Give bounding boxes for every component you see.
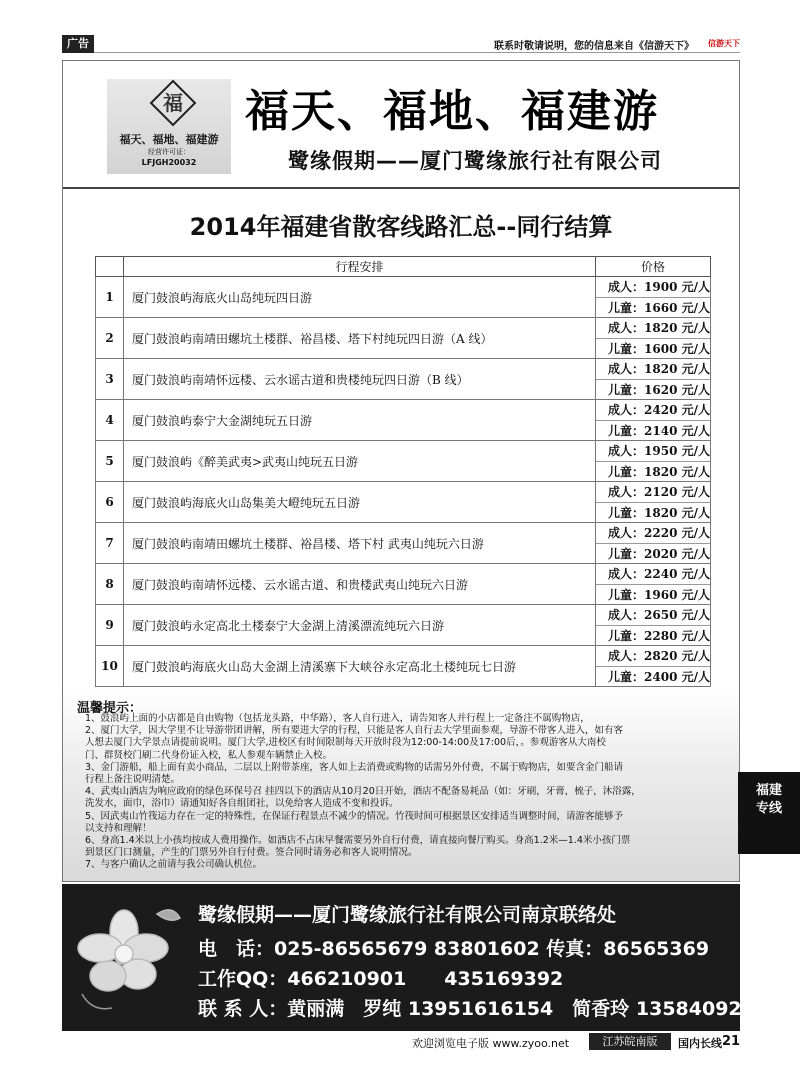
ad-header <box>63 61 739 189</box>
route-table <box>95 256 711 687</box>
flower-icon <box>62 884 212 1031</box>
side-tab-line1: 福建 <box>755 783 782 798</box>
tip-line: 2、厦门大学，因大学里不让导游带团讲解，所有要进大学的行程，只能是客人自行去大学里面参观，导游不带客人进入，如有客 <box>85 725 624 737</box>
child-price: 儿童：1960 元/人 <box>596 584 710 604</box>
table-row <box>96 605 711 646</box>
child-price: 儿童：1600 元/人 <box>596 338 710 358</box>
route-table-body <box>96 277 711 687</box>
phone-line: 电 话：025-86565679 83801602 传真：86565369 <box>198 938 710 960</box>
row-number: 3 <box>96 359 124 400</box>
child-price: 儿童：2020 元/人 <box>596 543 710 563</box>
table-row <box>96 359 711 400</box>
route-name: 厦门鼓浪屿海底火山岛大金湖上清溪寨下大峡谷永定高北土楼纯玩七日游 <box>124 646 596 687</box>
license-code: LFJGH20032 <box>141 158 197 167</box>
table-row <box>96 646 711 687</box>
qq-line: 工作QQ：466210901 435169392 <box>198 968 564 990</box>
agency-logo <box>107 79 231 174</box>
price-cell <box>596 646 711 687</box>
page-footer <box>62 1032 740 1052</box>
adult-price: 成人：2820 元/人 <box>608 649 710 663</box>
contact-people: 联 系 人：黄丽满 罗纯 13951616154 简香玲 13584092511 <box>198 998 782 1020</box>
table-row <box>96 523 711 564</box>
route-name: 厦门鼓浪屿海底火山岛集美大嶝纯玩五日游 <box>124 482 596 523</box>
footer-edition-badge: 江苏皖南版 <box>589 1033 671 1050</box>
price-cell <box>596 564 711 605</box>
header-price: 价格 <box>596 257 711 277</box>
ad-frame <box>62 60 740 882</box>
page-title: 2014年福建省散客线路汇总--同行结算 <box>189 213 613 241</box>
price-cell <box>596 482 711 523</box>
table-row <box>96 482 711 523</box>
tip-line: 以支持和理解！ <box>85 822 152 834</box>
tip-line: 3、金门游船，船上面有卖小商品，二层以上附带茶座，客人如上去消费或购物的话需另外付费，不属于购物店，如要含金门船请 <box>85 761 624 773</box>
tip-line: 洗发水，面巾，浴巾）请通知好各自组团社，以免给客人造成不变和投诉。 <box>85 798 399 810</box>
side-tab-line2: 专线 <box>755 801 782 816</box>
child-price: 儿童：1620 元/人 <box>596 379 710 399</box>
price-cell <box>596 605 711 646</box>
adult-price: 成人：2220 元/人 <box>608 526 710 540</box>
route-name: 厦门鼓浪屿《醉美武夷>武夷山纯玩五日游 <box>124 441 596 482</box>
child-price: 儿童：2400 元/人 <box>596 666 710 686</box>
row-number: 4 <box>96 400 124 441</box>
table-row <box>96 400 711 441</box>
row-number: 1 <box>96 277 124 318</box>
child-price: 儿童：1820 元/人 <box>596 502 710 522</box>
contact-block <box>62 884 782 1031</box>
logo-char: 福 <box>163 91 183 115</box>
main-slogan: 福天、福地、福建游 <box>245 86 659 137</box>
tip-line: 1、鼓浪屿上面的小店都是自由购物（包括龙头路，中华路），客人自行进入，请告知客人并行程上一定备注不属购物店， <box>85 713 590 724</box>
price-cell <box>596 359 711 400</box>
table-row <box>96 564 711 605</box>
route-name: 厦门鼓浪屿南靖怀远楼、云水谣古道、和贵楼武夷山纯玩六日游 <box>124 564 596 605</box>
row-number: 2 <box>96 318 124 359</box>
price-cell <box>596 441 711 482</box>
row-number: 8 <box>96 564 124 605</box>
tip-line: 到景区门口测量，产生的门票另外自行付费。签合同时请务必和客人说明情况。 <box>85 847 418 859</box>
price-cell <box>596 277 711 318</box>
route-name: 厦门鼓浪屿泰宁大金湖纯玩五日游 <box>124 400 596 441</box>
row-number: 10 <box>96 646 124 687</box>
table-header-row <box>96 257 711 277</box>
tip-line: 5、因武夷山竹筏运力存在一定的特殊性，在保证行程景点不减少的情况。竹筏时间可根据景区安排适当调整时间，请游客能够予 <box>85 810 624 822</box>
child-price: 儿童：1660 元/人 <box>596 297 710 317</box>
row-number: 9 <box>96 605 124 646</box>
route-name: 厦门鼓浪屿永定高北土楼泰宁大金湖上清溪漂流纯玩六日游 <box>124 605 596 646</box>
contact-note: 联系时敬请说明，您的信息来自《信游天下》 <box>494 41 694 52</box>
tip-line: 6、身高1.4米以上小孩均按成人费用操作。如酒店不占床早餐需要另外自行付费，请直接向餐厅购买。身高1.2米—1.4米小孩门票 <box>85 835 631 847</box>
row-number: 7 <box>96 523 124 564</box>
price-cell <box>596 400 711 441</box>
adult-price: 成人：1820 元/人 <box>608 321 710 335</box>
diamond-logo-icon <box>149 79 197 127</box>
tips-list <box>85 713 685 872</box>
child-price: 儿童：1820 元/人 <box>596 461 710 481</box>
tip-line: 7、与客户确认之前请与我公司确认机位。 <box>85 859 263 871</box>
price-cell <box>596 523 711 564</box>
table-row <box>96 277 711 318</box>
row-number: 6 <box>96 482 124 523</box>
tip-line: 行程上备注说明清楚。 <box>85 774 181 786</box>
adult-price: 成人：2120 元/人 <box>608 485 710 499</box>
tip-line: 4、武夷山酒店为响应政府的绿色环保号召 挂四以下的酒店从10月20日开始，酒店不配备易耗品（如：牙刷，牙膏，梳子，沐浴露， <box>85 786 641 798</box>
route-name: 厦门鼓浪屿南靖田螺坑土楼群、裕昌楼、塔下村纯玩四日游（A 线） <box>124 318 596 359</box>
top-bar <box>62 35 740 53</box>
company-name: 鹭缘假期——厦门鹭缘旅行社有限公司 <box>288 149 662 173</box>
footer-section: 国内长线 <box>678 1037 722 1050</box>
route-name: 厦门鼓浪屿海底火山岛纯玩四日游 <box>124 277 596 318</box>
tip-line: 人想去厦门大学景点请提前说明。厦门大学,进校区有时间限制每天开放时段为12:00-14:00及17:00后，。参观游客从大南校 <box>85 737 606 749</box>
price-cell <box>596 318 711 359</box>
tips-title: 温馨提示： <box>77 701 143 716</box>
header-no-cell <box>96 257 124 277</box>
footer-website[interactable]: 欢迎浏览电子版 www.zyoo.net <box>412 1037 570 1050</box>
header-route: 行程安排 <box>124 257 596 277</box>
office-name: 鹭缘假期——厦门鹭缘旅行社有限公司南京联络处 <box>198 904 617 926</box>
adult-price: 成人：1950 元/人 <box>608 444 710 458</box>
tip-line: 门、群贤校门刷二代身份证入校，私人参观车辆禁止入校。 <box>85 749 333 761</box>
adult-price: 成人：2650 元/人 <box>608 608 710 622</box>
adult-price: 成人：1820 元/人 <box>608 362 710 376</box>
route-name: 厦门鼓浪屿南靖田螺坑土楼群、裕昌楼、塔下村 武夷山纯玩六日游 <box>124 523 596 564</box>
child-price: 儿童：2280 元/人 <box>596 625 710 645</box>
license-label: 经营许可证： <box>148 148 190 156</box>
logo-slogan: 福天、福地、福建游 <box>119 133 219 146</box>
adult-price: 成人：2420 元/人 <box>608 403 710 417</box>
page-number: 21 <box>722 1034 741 1049</box>
ad-tag: 广告 <box>62 35 94 53</box>
tips-section <box>63 691 739 881</box>
route-name: 厦门鼓浪屿南靖怀远楼、云水谣古道和贵楼纯玩四日游（B 线） <box>124 359 596 400</box>
table-row <box>96 318 711 359</box>
section-side-tab <box>738 772 800 854</box>
row-number: 5 <box>96 441 124 482</box>
child-price: 儿童：2140 元/人 <box>596 420 710 440</box>
adult-price: 成人：2240 元/人 <box>608 567 710 581</box>
adult-price: 成人：1900 元/人 <box>608 280 710 294</box>
table-row <box>96 441 711 482</box>
publication-logo: 信游天下 <box>708 39 740 48</box>
